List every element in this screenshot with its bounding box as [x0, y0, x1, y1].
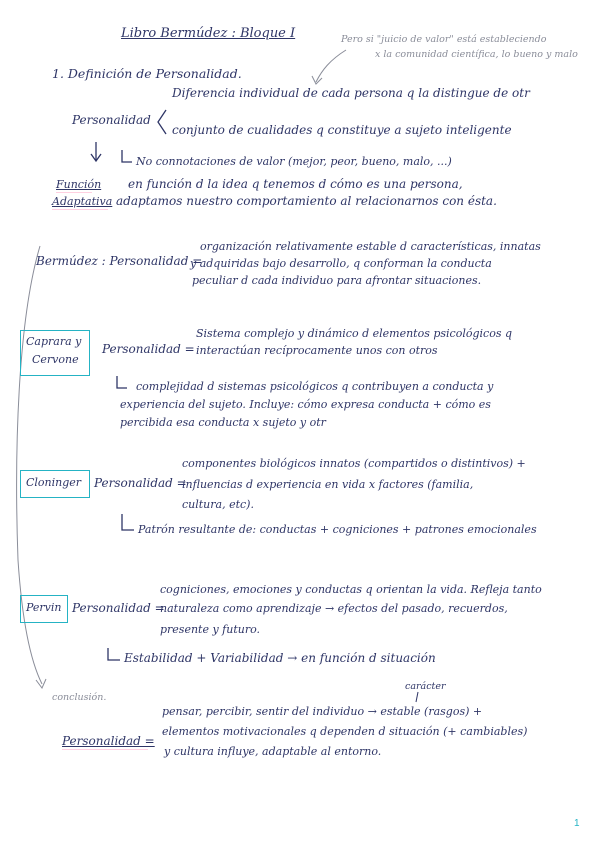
pervin-name: Pervin	[26, 601, 62, 614]
conclusion-personalidad-term: Personalidad =	[62, 734, 155, 748]
caracter-note: carácter	[405, 681, 446, 692]
no-connotations-note: No connotaciones de valor (mejor, peor, bueno, malo, ...)	[136, 155, 452, 168]
caprara-line2: interactúan recíprocamente unos con otros	[196, 344, 438, 357]
page-number: 1	[574, 818, 580, 829]
funcion-label: Función	[56, 178, 102, 191]
cloninger-line2: influencias d experiencia en vida x factores (familia,	[182, 478, 474, 491]
section-heading: 1. Definición de Personalidad.	[52, 66, 242, 81]
funcion-highlight	[56, 192, 92, 193]
cloninger-line3: cultura, etc).	[182, 498, 254, 511]
caprara-sub1: complejidad d sistemas psicológicos q contribuyen a conducta y	[136, 380, 494, 393]
bermudez-line2: y adquiridas bajo desarrollo, q conforman la conducta	[190, 257, 492, 270]
caprara-name: Caprara y	[26, 335, 82, 348]
top-note-line2: x la comunidad científica, lo bueno y malo	[375, 49, 578, 60]
cloninger-line1: componentes biológicos innatos (compartidos o distintivos) +	[182, 457, 526, 470]
top-note-line1: Pero si "juicio de valor" está estableciendo	[341, 34, 547, 45]
pervin-line2: naturaleza como aprendizaje → efectos del pasado, recuerdos,	[160, 602, 508, 615]
caprara-line1: Sistema complejo y dinámico d elementos psicológicos q	[196, 327, 513, 340]
conclusion-line3: y cultura influye, adaptable al entorno.	[164, 745, 382, 758]
definition-line1: Diferencia individual de cada persona q la distingue de otr	[172, 86, 530, 100]
funcion-line1: en función d la idea q tenemos d cómo es una persona,	[128, 177, 463, 191]
funcion-line2: adaptamos nuestro comportamiento al relacionarnos con ésta.	[116, 194, 497, 208]
cloninger-sub: Patrón resultante de: conductas + cogniciones + patrones emocionales	[138, 523, 537, 536]
cloninger-personalidad-label: Personalidad =	[94, 476, 187, 490]
definition-line2: conjunto de cualidades q constituye a sujeto inteligente	[172, 123, 512, 137]
caprara-sub2: experiencia del sujeto. Incluye: cómo expresa conducta + cómo es	[120, 398, 491, 411]
caprara-personalidad-label: Personalidad =	[102, 342, 195, 356]
bermudez-line3: peculiar d cada individuo para afrontar situaciones.	[192, 274, 482, 287]
pervin-sub: Estabilidad + Variabilidad → en función d situación	[124, 651, 436, 665]
caprara-sub3: percibida esa conducta x sujeto y otr	[120, 416, 326, 429]
conclusion-highlight	[62, 749, 148, 750]
conclusion-line2: elementos motivacionales q dependen d situación (+ cambiables)	[162, 725, 528, 738]
adaptativa-label: Adaptativa	[52, 195, 113, 208]
bermudez-label: Bermúdez : Personalidad =	[36, 254, 203, 268]
cervone-name: Cervone	[32, 353, 79, 366]
pervin-line3: presente y futuro.	[160, 623, 261, 636]
personalidad-term: Personalidad	[72, 113, 151, 127]
cloninger-name: Cloninger	[26, 476, 82, 489]
pervin-personalidad-label: Personalidad =	[72, 601, 165, 615]
conclusion-label: conclusión.	[52, 692, 107, 703]
conclusion-line1: pensar, percibir, sentir del individuo → estable (rasgos) +	[162, 705, 483, 718]
page-title: Libro Bermúdez : Bloque I	[121, 26, 296, 41]
pervin-line1: cogniciones, emociones y conductas q orientan la vida. Refleja tanto	[160, 583, 542, 596]
adaptativa-highlight	[52, 209, 108, 210]
bermudez-line1: organización relativamente estable d características, innatas	[200, 240, 541, 253]
